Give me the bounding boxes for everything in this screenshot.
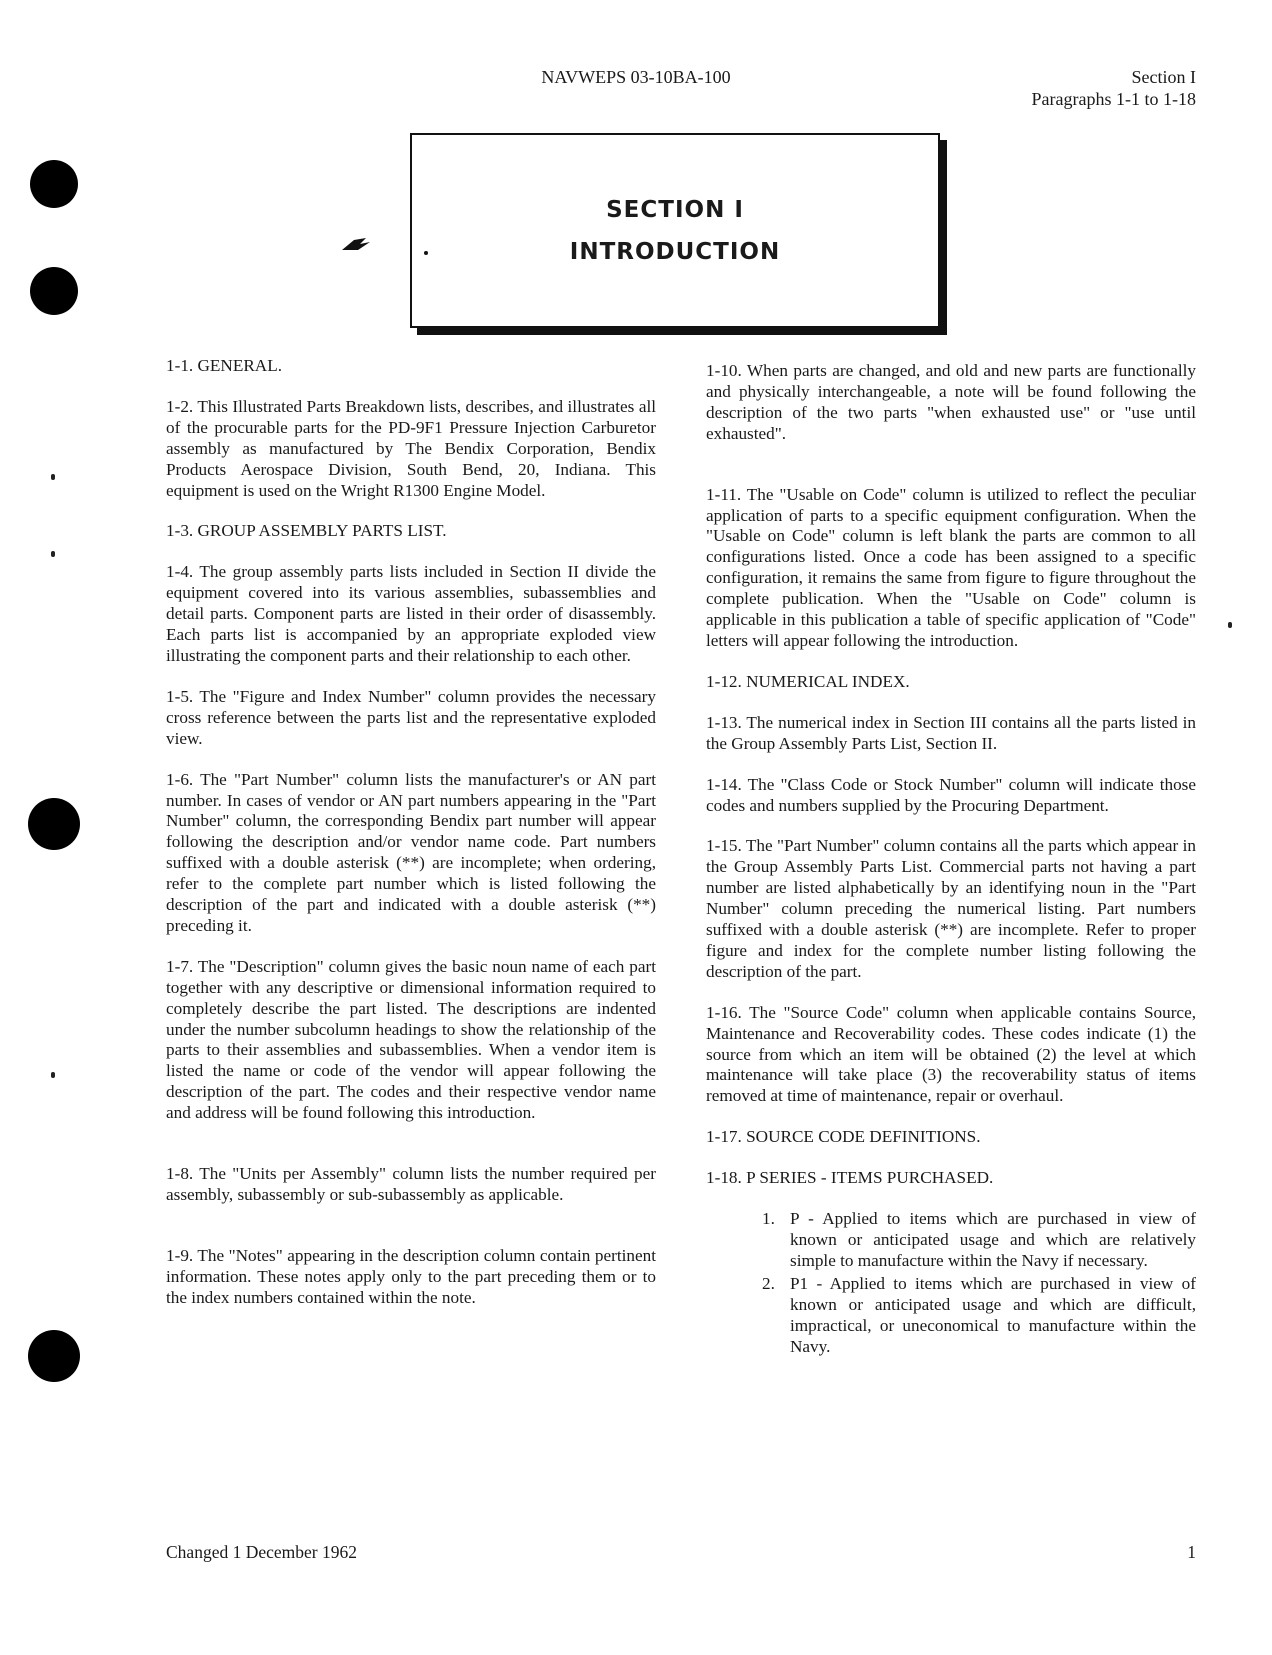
list-item: [762, 1209, 1196, 1272]
paragraph-1-11: 1-11. The "Usable on Code" column is utilized to reflect the peculiar application of parts to a specific equipment configuration. When the "Usable on Code" column is left blank the parts are common to all configurations listed. Once a code has been assigned to a specific configuration, it remains the same from figure to figure throughout the complete publication. When the "Usable on Code" column is applicable in this publication a table of specific application of "Code" letters will appear following the introduction.: [706, 484, 1196, 650]
paragraph-1-2: 1-2. This Illustrated Parts Breakdown lists, describes, and illustrates all of the procurable parts for the PD-9F1 Pressure Injection Carburetor assembly as manufactured by The Bendix Corporation, Bendix Products Aerospace Division, South Bend, 20, Indiana. This equipment is used on the Wright R1300 Engine Model.: [166, 396, 656, 500]
paragraph-1-9: 1-9. The "Notes" appearing in the description column contain pertinent information. These notes apply only to the part preceding them or to the index numbers contained within the note.: [166, 1245, 656, 1307]
paragraph-1-18: 1-18. P SERIES - ITEMS PURCHASED.: [706, 1168, 994, 1188]
scan-speck: [1228, 622, 1232, 628]
section-title-box: [410, 133, 940, 328]
list-item-number: 1.: [762, 1209, 775, 1229]
source-code-list: [762, 1209, 1196, 1357]
section-subtitle: INTRODUCTION: [569, 239, 781, 265]
paragraph-1-17: 1-17. SOURCE CODE DEFINITIONS.: [706, 1127, 981, 1147]
paragraph-1-6: 1-6. The "Part Number" column lists the manufacturer's or AN part number. In cases of vendor or AN part numbers appearing in the "Part Number" column, the corresponding Bendix part number will appear following the description and/or vendor name code. Part numbers suffixed with a double asterisk (**) are incomplete; when ordering, refer to the complete part number which is listed following the description of the part and indicated with a double asterisk (**) preceding it.: [166, 769, 656, 935]
paragraph-1-12: 1-12. NUMERICAL INDEX.: [706, 671, 910, 691]
right-column: [706, 361, 1196, 1359]
ink-mark-icon: [340, 232, 372, 254]
binder-hole: [30, 160, 78, 208]
paragraph-1-8: 1-8. The "Units per Assembly" column lists the number required per assembly, subassembly or sub-subassembly as applicable.: [166, 1164, 656, 1204]
paragraph-1-15: 1-15. The "Part Number" column contains all the parts which appear in the Group Assembly Parts List. Commercial parts not having a part number are listed alphabetically by an identifying noun in the "Part Number" column preceding the numerical listing. Part numbers suffixed with a double asterisk (**) are incomplete. Refer to proper figure and index for the complete number listing following the description of the part.: [706, 836, 1196, 981]
document-number: NAVWEPS 03-10BA-100: [541, 67, 731, 87]
list-item-number: 2.: [762, 1273, 775, 1293]
paragraph-1-10: 1-10. When parts are changed, and old and new parts are functionally and physically interchangeable, a note will be found following the description of the two parts "when exhausted use" or "use until exhausted".: [706, 361, 1196, 443]
paragraph-1-14: 1-14. The "Class Code or Stock Number" column will indicate those codes and numbers supplied by the Procuring Department.: [706, 774, 1196, 815]
scan-speck: [51, 474, 55, 480]
left-column: [166, 356, 656, 1329]
page-number: 1: [1187, 1542, 1196, 1562]
scan-speck: [51, 1072, 55, 1078]
paragraph-1-1: 1-1. GENERAL.: [166, 356, 282, 375]
list-item-text: P - Applied to items which are purchased in view of known or anticipated usage and which are relatively simple to manufacture within the Navy if necessary.: [790, 1209, 1196, 1270]
binder-hole: [28, 798, 80, 850]
list-item-text: P1 - Applied to items which are purchased in view of known or anticipated usage and which are difficult, impractical, or uneconomical to manufacture within the Navy.: [790, 1273, 1196, 1356]
paragraph-1-5: 1-5. The "Figure and Index Number" column provides the necessary cross reference between the parts list and the representative exploded view.: [166, 686, 656, 748]
paragraph-1-13: 1-13. The numerical index in Section III contains all the parts listed in the Group Assembly Parts List, Section II.: [706, 712, 1196, 753]
section-reference: [1032, 66, 1196, 110]
paragraph-1-3: 1-3. GROUP ASSEMBLY PARTS LIST.: [166, 521, 447, 541]
binder-hole: [28, 1330, 80, 1382]
list-item: [762, 1274, 1196, 1358]
section-label: Section I: [1131, 67, 1196, 87]
paragraph-1-7: 1-7. The "Description" column gives the basic noun name of each part together with any descriptive or dimensional information required to completely describe the part listed. The descriptions are indented under the number subcolumn headings to show the relationship of the parts to their assemblies and subassemblies. When a vendor item is listed the name or code of the vendor will appear following the description of the part. The codes and their respective vendor name and address will be found following this introduction.: [166, 956, 656, 1123]
paragraph-1-4: 1-4. The group assembly parts lists included in Section II divide the equipment covered into its various assemblies, subassemblies and detail parts. Component parts are listed in their order of disassembly. Each parts list is accompanied by an appropriate exploded view illustrating the component parts and their relationship to each other.: [166, 562, 656, 665]
change-date: Changed 1 December 1962: [166, 1542, 357, 1562]
scan-speck: [51, 551, 55, 557]
binder-hole: [30, 267, 78, 315]
section-title: SECTION I: [606, 197, 744, 223]
paragraph-1-16: 1-16. The "Source Code" column when applicable contains Source, Maintenance and Recoverability codes. These codes indicate (1) the source from which an item will be obtained (2) the level at which maintenance will take place (3) the recoverability status of items removed at time of maintenance, repair or overhaul.: [706, 1002, 1196, 1106]
paragraph-range: Paragraphs 1-1 to 1-18: [1031, 89, 1196, 109]
